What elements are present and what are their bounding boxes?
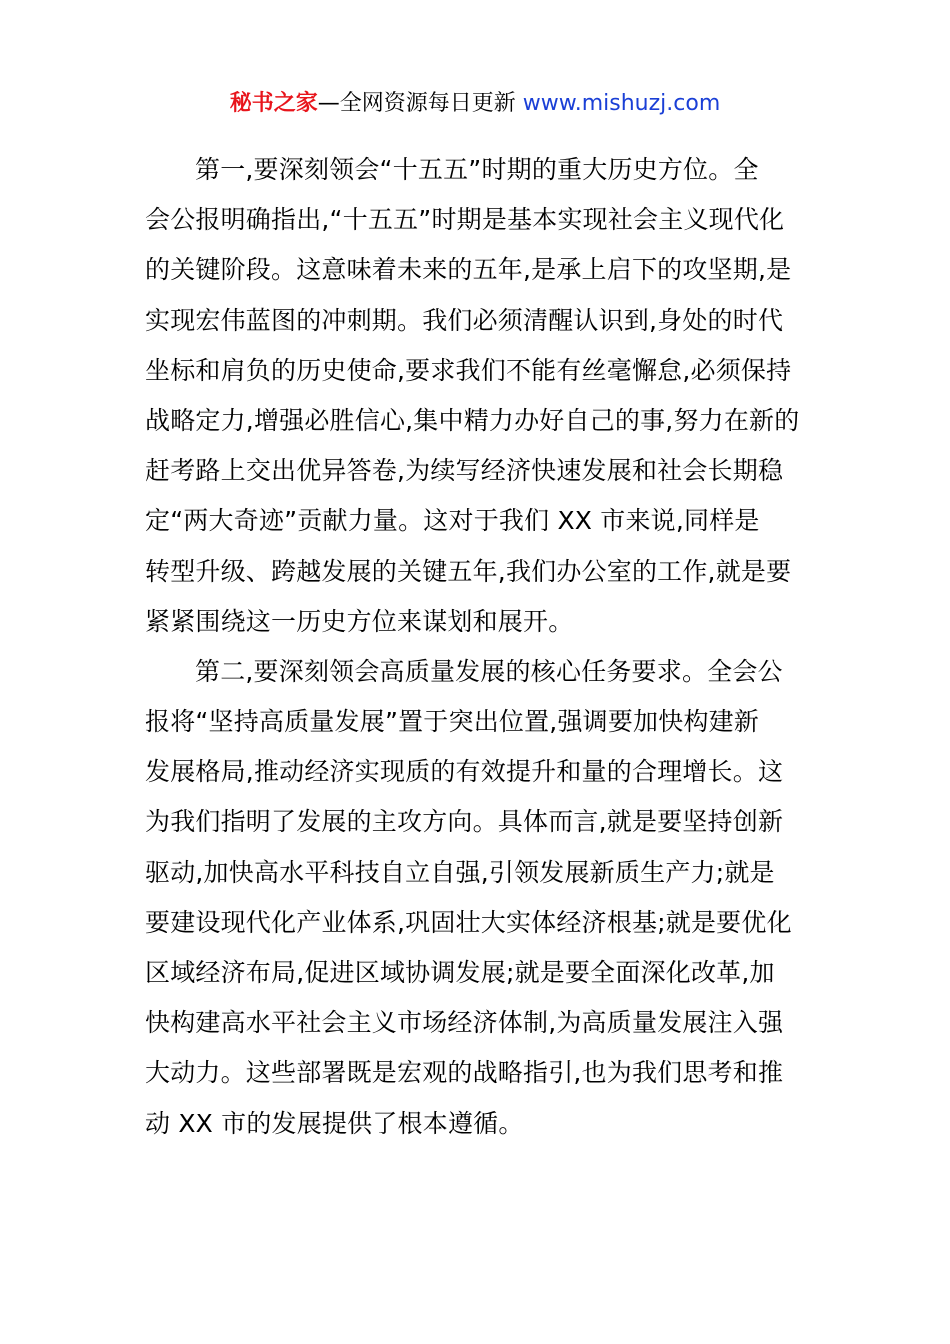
article-body (145, 145, 810, 1149)
text-line: 战略定力,增强必胜信心,集中精力办好自己的事,努力在新的 (145, 405, 800, 435)
paragraph-2 (145, 647, 810, 1149)
text-line: 紧紧围绕这一历史方位来谋划和展开。 (145, 606, 574, 636)
text-line: 赶考路上交出优异答卷,为续写经济快速发展和社会长期稳 (145, 456, 784, 486)
text-line: 实现宏伟蓝图的冲刺期。我们必须清醒认识到,身处的时代 (145, 305, 784, 335)
text-line: 要建设现代化产业体系,巩固壮大实体经济根基;就是要优化 (145, 907, 792, 937)
site-header (0, 88, 950, 120)
brand-name: 秘书之家 (229, 91, 318, 116)
text-line: 快构建高水平社会主义市场经济体制,为高质量发展注入强 (145, 1008, 784, 1038)
text-line: 第一,要深刻领会“十五五”时期的重大历史方位。全 (195, 155, 759, 184)
text-line: 区域经济布局,促进区域协调发展;就是要全面深化改革,加 (145, 958, 775, 987)
text-line: 报将“坚持高质量发展”置于突出位置,强调要加快构建新 (145, 707, 760, 737)
text-line: 第二,要深刻领会高质量发展的核心任务要求。全会公 (195, 656, 783, 686)
text-line: 大动力。这些部署既是宏观的战略指引,也为我们思考和推 (145, 1058, 784, 1088)
site-url-link[interactable]: www.mishuzj.com (522, 91, 721, 116)
text-line: 坐标和肩负的历史使命,要求我们不能有丝毫懈怠,必须保持 (145, 355, 792, 385)
paragraph-1 (145, 145, 810, 647)
text-line: 发展格局,推动经济实现质的有效提升和量的合理增长。这 (145, 757, 784, 787)
text-line: 的关键阶段。这意味着未来的五年,是承上启下的攻坚期,是 (145, 255, 792, 285)
text-line: 驱动,加快高水平科技自立自强,引领发展新质生产力;就是 (145, 857, 775, 887)
text-line: 转型升级、跨越发展的关键五年,我们办公室的工作,就是要 (145, 556, 792, 586)
text-line: 会公报明确指出,“十五五”时期是基本实现社会主义现代化 (145, 205, 785, 235)
text-line: 动 XX 市的发展提供了根本遵循。 (145, 1108, 524, 1138)
text-line: 定“两大奇迹”贡献力量。这对于我们 XX 市来说,同样是 (145, 506, 760, 536)
header-tagline: —全网资源每日更新 (317, 91, 523, 116)
text-line: 为我们指明了发展的主攻方向。具体而言,就是要坚持创新 (145, 807, 784, 837)
